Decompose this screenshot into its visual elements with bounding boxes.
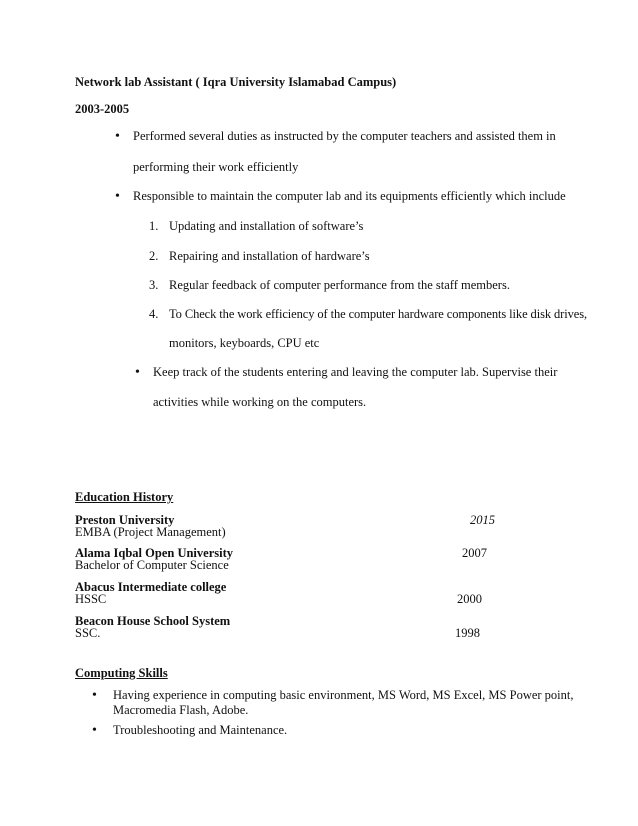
bullet-icon: • <box>115 129 120 144</box>
numbered-item-number: 1. <box>149 219 159 233</box>
duty-2: Responsible to maintain the computer lab and its equipments efficiently which include <box>133 189 566 203</box>
numbered-item-text: To Check the work efficiency of the computer hardware components like disk drives, <box>169 307 587 321</box>
duty-1-line-1: Performed several duties as instructed by the computer teachers and assisted them in <box>133 129 556 143</box>
degree: EMBA (Project Management) <box>75 525 226 539</box>
education-heading: Education History <box>75 490 174 504</box>
duty-3-line-1: Keep track of the students entering and leaving the computer lab. Supervise their <box>153 365 558 379</box>
skill-1-line-2: Macromedia Flash, Adobe. <box>113 703 249 717</box>
numbered-item-text: Repairing and installation of hardware’s <box>169 249 370 263</box>
school-name: Beacon House School System <box>75 614 231 628</box>
job-period: 2003-2005 <box>75 102 130 116</box>
skill-2: Troubleshooting and Maintenance. <box>113 723 288 737</box>
numbered-item-4-line-2: monitors, keyboards, CPU etc <box>169 336 320 350</box>
bullet-icon: • <box>115 189 120 204</box>
school-name: Alama Iqbal Open University <box>75 546 234 560</box>
numbered-item-text: Updating and installation of software’s <box>169 219 364 233</box>
skills-heading: Computing Skills <box>75 666 168 680</box>
bullet-icon: • <box>92 723 97 738</box>
year: 1998 <box>455 626 480 640</box>
numbered-item-number: 4. <box>149 307 159 321</box>
year: 2015 <box>470 513 495 527</box>
duty-3-line-2: activities while working on the computers. <box>153 395 367 409</box>
school-name: Preston University <box>75 513 175 527</box>
numbered-item-number: 2. <box>149 249 159 263</box>
school-name: Abacus Intermediate college <box>75 580 227 594</box>
numbered-item-number: 3. <box>149 278 159 292</box>
skill-1-line-1: Having experience in computing basic environment, MS Word, MS Excel, MS Power point, <box>113 688 574 702</box>
job-title: Network lab Assistant ( Iqra University Islamabad Campus) <box>75 75 397 89</box>
bullet-icon: • <box>135 365 140 380</box>
degree: Bachelor of Computer Science <box>75 558 229 572</box>
year: 2007 <box>462 546 487 560</box>
numbered-item-text: Regular feedback of computer performance from the staff members. <box>169 278 510 292</box>
bullet-icon: • <box>92 688 97 703</box>
degree: HSSC <box>75 592 107 606</box>
year: 2000 <box>457 592 482 606</box>
duty-1-line-2: performing their work efficiently <box>133 160 299 174</box>
degree: SSC. <box>75 626 101 640</box>
